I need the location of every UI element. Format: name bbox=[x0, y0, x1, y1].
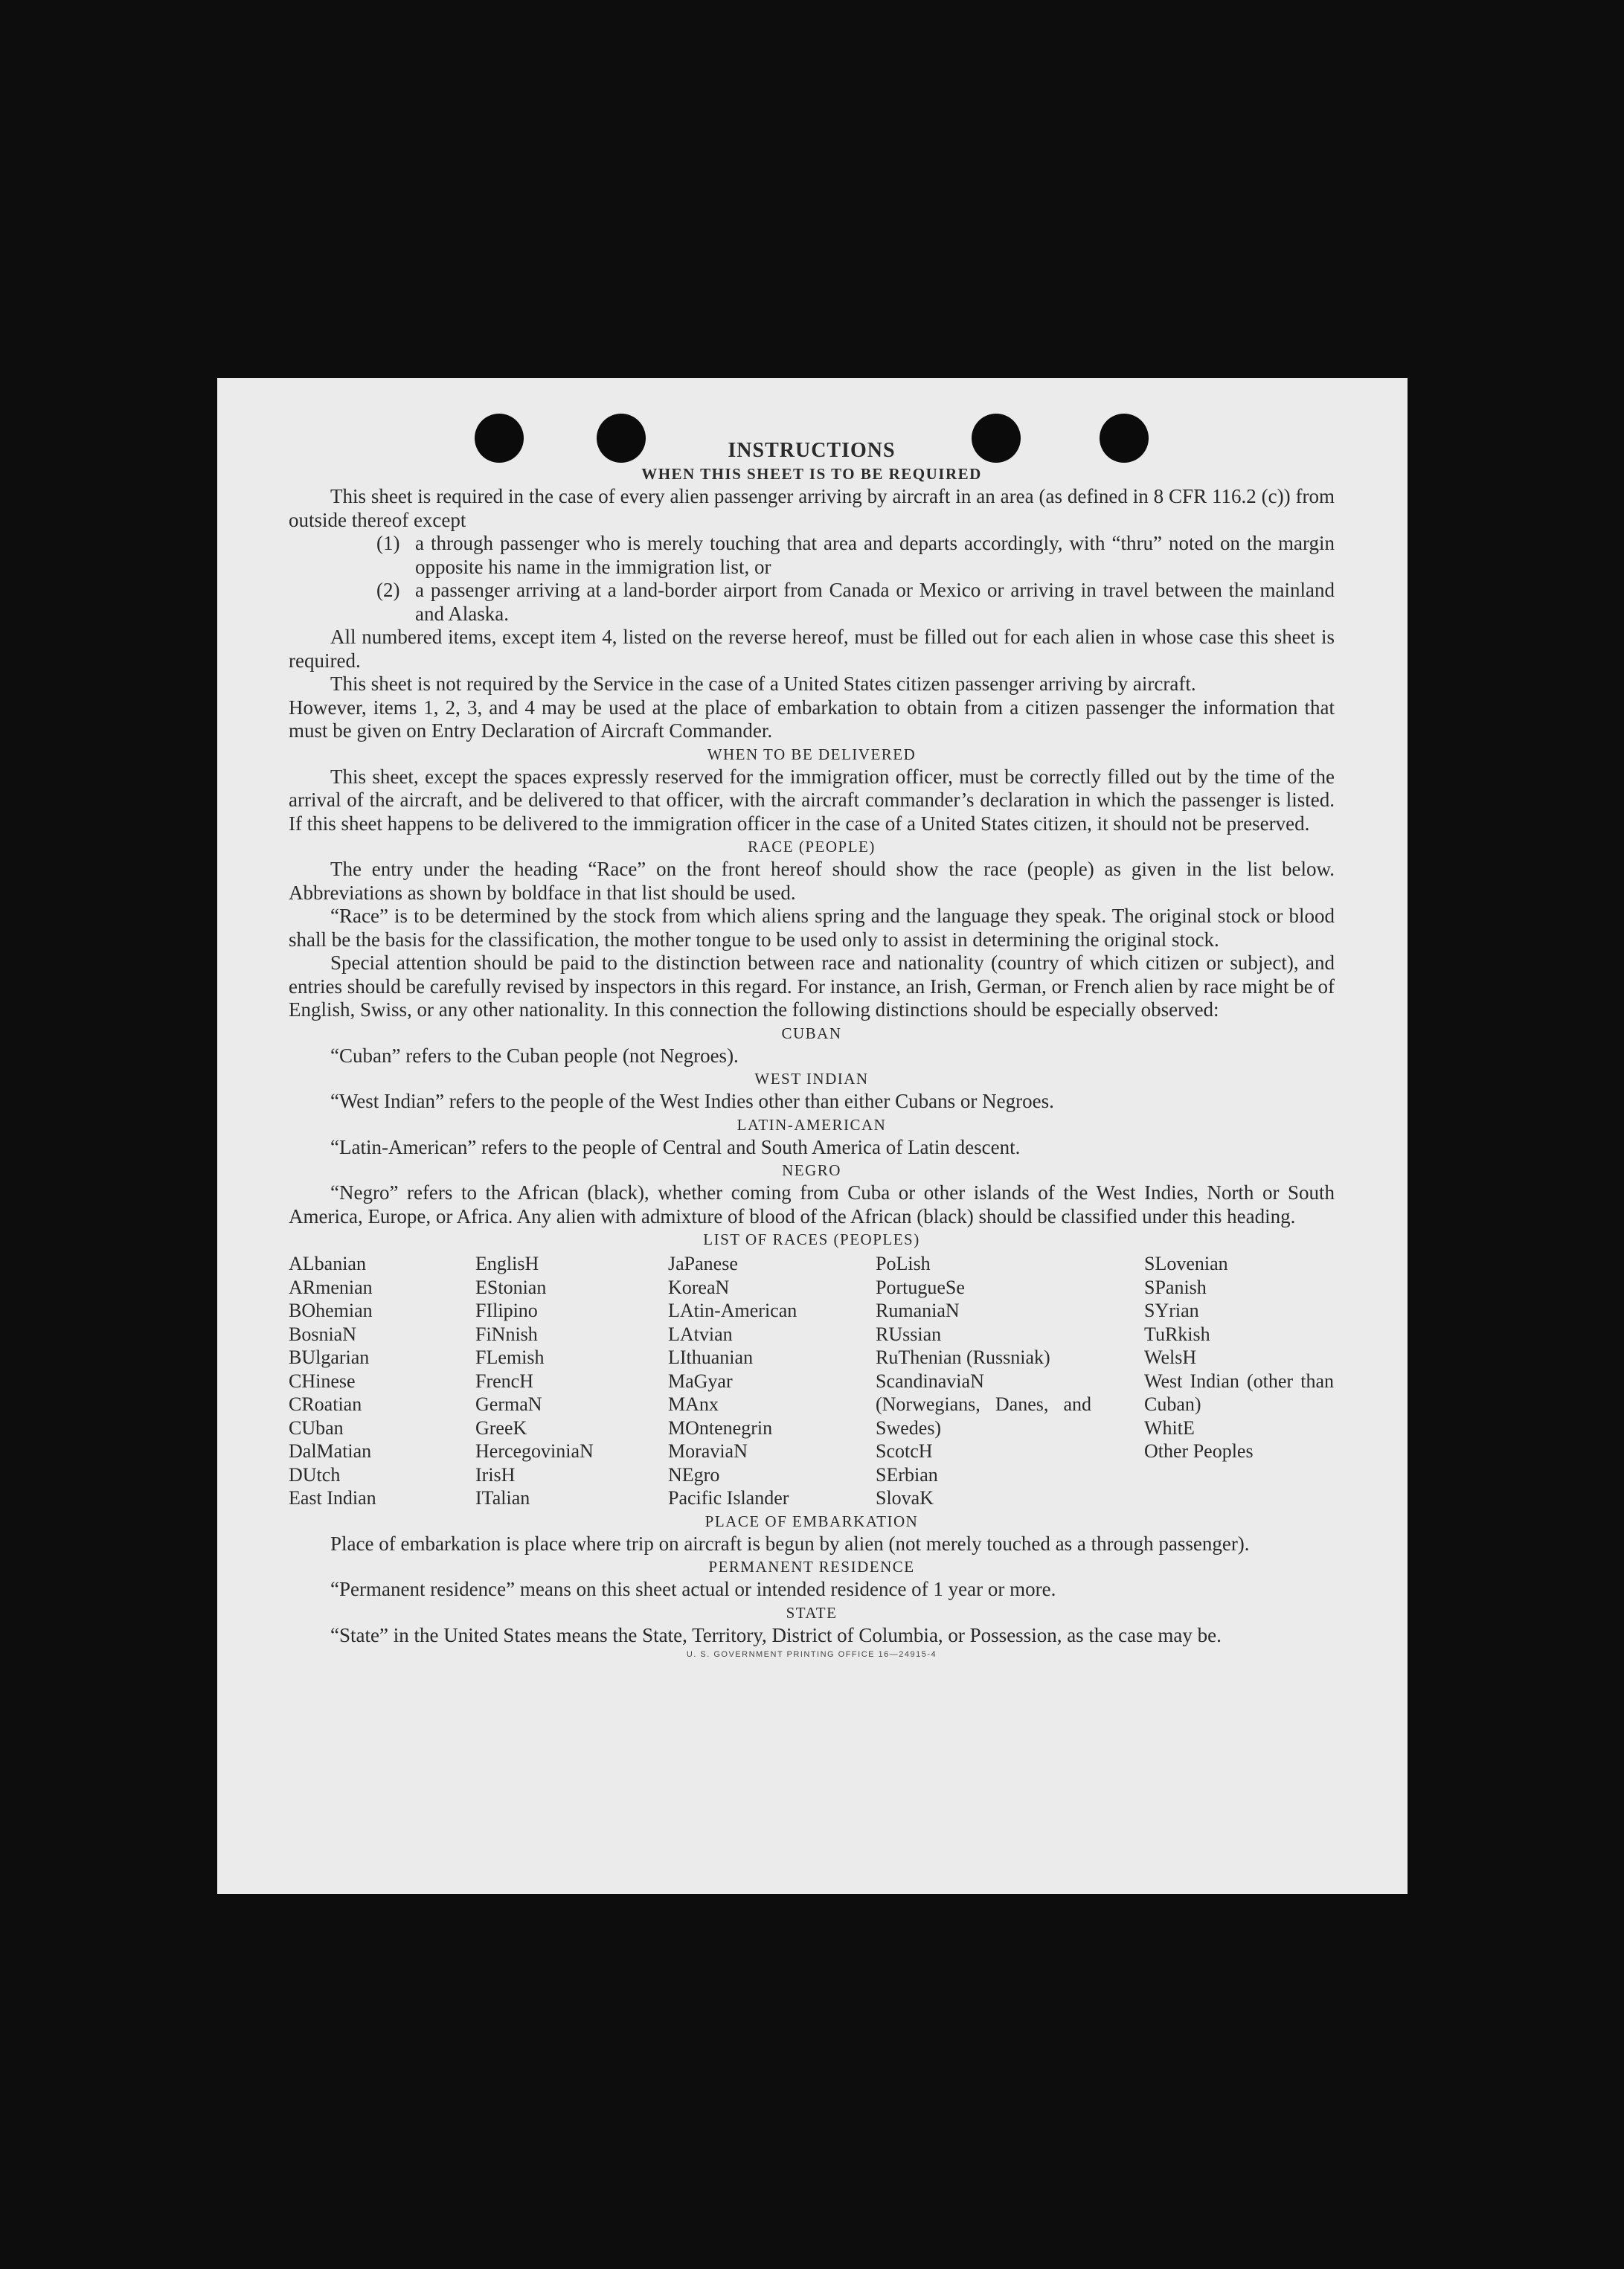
section-heading: STATE bbox=[786, 1603, 838, 1622]
race-entry: FIlipino bbox=[475, 1300, 538, 1321]
race-entry: GreeK bbox=[475, 1416, 527, 1439]
item-text: a passenger arriving at a land-border airport from Canada or Mexico or arriving in travel between the mainland and Alaska. bbox=[415, 579, 1335, 625]
section-heading: WHEN THIS SHEET IS TO BE REQUIRED bbox=[641, 465, 982, 483]
race-entry: PortugueSe bbox=[876, 1276, 965, 1298]
race-entry: EnglisH bbox=[475, 1253, 539, 1274]
paragraph: Place of embarkation is place where trip on aircraft is begun by alien (not merely touched as a through passenger). bbox=[330, 1532, 1250, 1555]
paragraph: “Permanent residence” means on this sheet actual or intended residence of 1 year or more. bbox=[330, 1578, 1056, 1600]
race-entry: FrencH bbox=[475, 1370, 533, 1392]
race-entry: ITalian bbox=[475, 1487, 530, 1509]
section-heading: LATIN-AMERICAN bbox=[736, 1115, 887, 1134]
paragraph: All numbered items, except item 4, listed on the reverse hereof, must be filled out for each alien in whose case this sheet is required. bbox=[289, 626, 1335, 672]
race-entry: CHinese bbox=[289, 1370, 356, 1392]
section-heading: PLACE OF EMBARKATION bbox=[705, 1512, 919, 1530]
section-place-of-embarkation bbox=[289, 1510, 1335, 1556]
list-item bbox=[289, 579, 1335, 626]
race-entry: EStonian bbox=[475, 1276, 547, 1298]
race-entry: ALbanian bbox=[289, 1253, 366, 1274]
race-entry: IrisH bbox=[475, 1463, 516, 1486]
item-number: (2) bbox=[376, 579, 400, 601]
section-list-of-races bbox=[289, 1228, 1335, 1510]
paragraph: However, items 1, 2, 3, and 4 may be used at the place of embarkation to obtain from a citizen passenger the information that must be given on Entry Declaration of Aircraft Commander. bbox=[289, 696, 1335, 742]
paragraph: The entry under the heading “Race” on the front hereof should show the race (people) as given in the list below. Abbreviations as shown by boldface in that list should be used. bbox=[289, 858, 1335, 904]
races-column bbox=[668, 1252, 876, 1510]
race-entry: LAtvian bbox=[668, 1323, 733, 1345]
section-heading: WHEN TO BE DELIVERED bbox=[707, 745, 917, 763]
races-column bbox=[289, 1252, 475, 1510]
paragraph: This sheet is not required by the Service in the case of a United States citizen passenger arriving by aircraft. bbox=[330, 673, 1196, 695]
paragraph: “Cuban” refers to the Cuban people (not Negroes). bbox=[330, 1044, 739, 1067]
punch-hole bbox=[972, 414, 1021, 463]
section-heading: RACE (PEOPLE) bbox=[748, 838, 876, 856]
paragraph: “Race” is to be determined by the stock from which aliens spring and the language they speak. The original stock or blood shall be the basis for the classification, the mother tongue to be used only to assist in determining the original stock. bbox=[289, 905, 1335, 951]
race-entry: BOhemian bbox=[289, 1300, 373, 1321]
paragraph: Special attention should be paid to the distinction between race and nationality (country of which citizen or subject), and entries should be carefully revised by inspectors in this regard. For instance, an Irish, German, or French alien by race might be of English, Swiss, or any other nationality. In this connection the following distinctions should be especially observed: bbox=[289, 951, 1335, 1021]
race-entry: FiNnish bbox=[475, 1323, 538, 1345]
race-entry: ARmenian bbox=[289, 1276, 373, 1298]
race-entry: MaGyar bbox=[668, 1370, 733, 1392]
race-entry: SErbian bbox=[876, 1463, 938, 1486]
printing-office-footer: U. S. GOVERNMENT PRINTING OFFICE 16—24915-4 bbox=[686, 1650, 937, 1659]
instruction-sheet bbox=[217, 378, 1408, 1894]
race-entry: CUban bbox=[289, 1416, 344, 1439]
section-west-indian bbox=[289, 1068, 1335, 1114]
paragraph: This sheet, except the spaces expressly reserved for the immigration officer, must be correctly filled out by the time of the arrival of the aircraft, and be delivered to that officer, with the aircraft commander’s declaration in which the passenger is listed. If this sheet happens to be delivered to the immigration officer in the case of a United States citizen, it should not be preserved. bbox=[289, 765, 1335, 835]
race-entry: MoraviaN bbox=[668, 1440, 748, 1462]
race-entry: KoreaN bbox=[668, 1276, 730, 1298]
race-entry: NEgro bbox=[668, 1463, 720, 1486]
section-heading: CUBAN bbox=[781, 1024, 842, 1042]
race-entry: FLemish bbox=[475, 1347, 545, 1368]
section-when-required bbox=[289, 463, 1335, 743]
section-heading: WEST INDIAN bbox=[754, 1070, 869, 1088]
item-number: (1) bbox=[376, 532, 400, 554]
race-entry: JaPanese bbox=[668, 1253, 738, 1274]
section-heading: NEGRO bbox=[782, 1161, 841, 1179]
race-entry: East Indian bbox=[289, 1487, 376, 1509]
list-item bbox=[289, 532, 1335, 579]
race-entry: SYrian bbox=[1144, 1300, 1199, 1321]
race-entry: HercegoviniaN bbox=[475, 1440, 594, 1462]
paragraph: This sheet is required in the case of every alien passenger arriving by aircraft in an area (as defined in 8 CFR 116.2 (c)) from outside thereof except bbox=[289, 485, 1335, 531]
item-text: a through passenger who is merely touching that area and departs accordingly, with “thru” noted on the margin opposite his name in the immigration list, or bbox=[415, 532, 1335, 578]
race-entry: WhitE bbox=[1144, 1416, 1195, 1439]
race-entry: LAtin-American bbox=[668, 1300, 797, 1321]
page-title: INSTRUCTIONS bbox=[728, 439, 896, 462]
race-entry: BUlgarian bbox=[289, 1347, 370, 1368]
races-column bbox=[876, 1252, 1144, 1510]
race-entry: MOntenegrin bbox=[668, 1416, 773, 1439]
race-entry: ScandinaviaN (Norwegians, Danes, and Swedes) bbox=[876, 1370, 1091, 1439]
punch-hole bbox=[475, 414, 524, 463]
race-entry: CRoatian bbox=[289, 1393, 362, 1415]
race-entry: Pacific Islander bbox=[668, 1487, 789, 1509]
race-entry: DUtch bbox=[289, 1463, 341, 1486]
race-entry: SlovaK bbox=[876, 1487, 934, 1509]
race-entry: RUssian bbox=[876, 1323, 942, 1345]
race-entry: RuThenian (Russniak) bbox=[876, 1347, 1050, 1368]
race-entry: MAnx bbox=[668, 1393, 719, 1415]
section-heading: LIST OF RACES (PEOPLES) bbox=[703, 1230, 920, 1248]
race-entry: Other Peoples bbox=[1144, 1440, 1254, 1462]
punch-hole bbox=[1100, 414, 1149, 463]
race-entry: SLovenian bbox=[1144, 1253, 1228, 1274]
race-entry: PoLish bbox=[876, 1253, 931, 1274]
races-column bbox=[475, 1252, 668, 1510]
race-entry: ScotcH bbox=[876, 1440, 933, 1462]
section-when-delivered bbox=[289, 743, 1335, 836]
section-negro bbox=[289, 1159, 1335, 1228]
race-entry: LIthuanian bbox=[668, 1347, 754, 1368]
section-heading: PERMANENT RESIDENCE bbox=[708, 1558, 915, 1576]
race-entry: SPanish bbox=[1144, 1276, 1207, 1298]
races-table bbox=[289, 1252, 1335, 1510]
section-cuban bbox=[289, 1022, 1335, 1068]
section-latin-american bbox=[289, 1114, 1335, 1160]
section-permanent-residence bbox=[289, 1556, 1335, 1602]
race-entry: DalMatian bbox=[289, 1440, 372, 1462]
race-entry: TuRkish bbox=[1144, 1323, 1210, 1345]
section-race bbox=[289, 835, 1335, 1022]
punch-hole bbox=[597, 414, 646, 463]
paragraph: “State” in the United States means the State, Territory, District of Columbia, or Possession, as the case may be. bbox=[330, 1623, 1222, 1646]
section-state bbox=[289, 1602, 1335, 1648]
paragraph: “Latin-American” refers to the people of Central and South America of Latin descent. bbox=[330, 1135, 1021, 1158]
race-entry: WelsH bbox=[1144, 1347, 1197, 1368]
race-entry: West Indian (other than Cuban) bbox=[1144, 1370, 1334, 1415]
paragraph: “Negro” refers to the African (black), whether coming from Cuba or other islands of the West Indies, North or South America, Europe, or Africa. Any alien with admixture of blood of the African (black) should be classified under this heading. bbox=[289, 1181, 1335, 1227]
race-entry: GermaN bbox=[475, 1393, 542, 1415]
race-entry: RumaniaN bbox=[876, 1300, 960, 1321]
race-entry: BosniaN bbox=[289, 1323, 356, 1345]
paragraph: “West Indian” refers to the people of the West Indies other than either Cubans or Negroes. bbox=[330, 1090, 1054, 1112]
races-column bbox=[1144, 1252, 1334, 1510]
